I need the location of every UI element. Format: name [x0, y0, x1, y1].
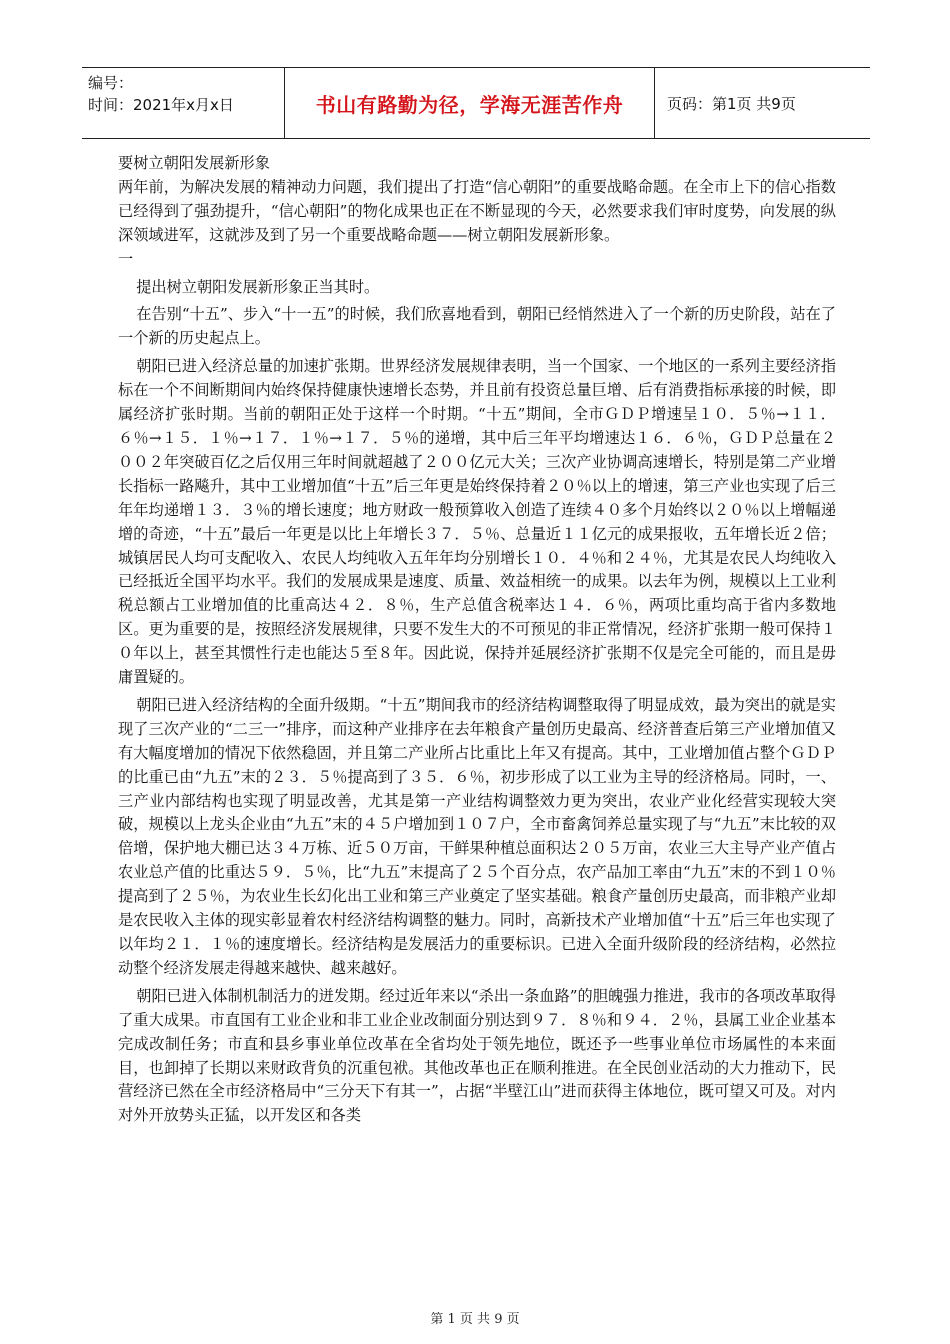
header-motto: 书山有路勤为径，学海无涯苦作舟 — [285, 68, 655, 138]
header-meta — [82, 68, 285, 138]
article-body — [118, 152, 836, 1128]
page-footer: 第 1 页 共 9 页 — [430, 1312, 520, 1327]
article-title: 要树立朝阳发展新形象 — [118, 154, 270, 172]
number-label: 编号： — [88, 74, 134, 92]
document-header — [82, 67, 870, 139]
header-page-label: 页码：第1页 共9页 — [667, 94, 796, 113]
section-mark: 一 — [118, 249, 134, 268]
section-heading: 提出树立朝阳发展新形象正当其时。 — [136, 277, 380, 296]
paragraph: 朝阳已进入体制机制活力的迸发期。经过近年来以“杀出一条血路”的胆魄强力推进，我市的各项改革取得了重大成果。市直国有工业企业和非工业企业改制面分别达到９７．８％和９４．２％，县属工业企业基本完成改制任务；市直和县乡事业单位改革在全省均处于领先地位，既还予一些事业单位市场属性的本来面目，也卸掉了长期以来财政背负的沉重包袱。其他改革也正在顺利推进。在全民创业活动的大力推动下，民营经济已然在全市经济格局中“三分天下有其一”，占据“半壁江山”进而获得主体地位，既可望又可及。对内对外开放势头正猛，以开发区和各类 — [118, 986, 836, 1125]
paragraph: 朝阳已进入经济结构的全面升级期。“十五”期间我市的经济结构调整取得了明显成效，最为突出的就是实现了三次产业的“二三一”排序，而这种产业排序在去年粮食产量创历史最高、经济普查后第三产业增加值又有大幅度增加的情况下依然稳固，并且第二产业所占比重比上年又有提高。其中，工业增加值占整个ＧＤＰ的比重已由“九五”末的２３．５％提高到了３５．６％，初步形成了以工业为主导的经济格局。同时，一、三产业内部结构也实现了明显改善，尤其是第一产业结构调整效力更为突出，农业产业化经营实现较大突破，规模以上龙头企业由“九五”末的４５户增加到１０７户，全市畜禽饲养总量实现了与“九五”末比较的双倍增，保护地大棚已达３４万栋、近５０万亩，干鲜果种植总面积达２０５万亩，农业三大主导产业产值占农业总产值的比重达５９．５％，比“九五”末提高了２５个百分点，农产品加工率由“九五”末的不到１０％提高到了２５％，为农业生长幻化出工业和第三产业奠定了坚实基础。粮食产量创历史最高，而非粮产业却是农民收入主体的现实彰显着农村经济结构调整的魅力。同时，高新技术产业增加值“十五”后三年也实现了以年均２１．１％的速度增长。经济结构是发展活力的重要标识。已进入全面升级阶段的经济结构，必然拉动整个经济发展走得越来越快、越来越好。 — [118, 695, 836, 977]
paragraph: 在告别“十五”、步入“十一五”的时候，我们欣喜地看到，朝阳已经悄然进入了一个新的历史阶段，站在了一个新的历史起点上。 — [118, 305, 836, 348]
paragraph: 朝阳已进入经济总量的加速扩张期。世界经济发展规律表明，当一个国家、一个地区的一系列主要经济指标在一个不间断期间内始终保持健康快速增长态势，并且前有投资总量巨增、后有消费指标承接的时候，即属经济扩张时期。当前的朝阳正处于这样一个时期。“十五”期间，全市ＧＤＰ增速呈１０．５％→１１．６％→１５．１％→１７．１％→１７．５％的递增，其中后三年平均增速达１６．６％，ＧＤＰ总量在２００２年突破百亿之后仅用三年时间就超越了２００亿元大关；三次产业协调高速增长，特别是第二产业增长指标一路飚升，其中工业增加值“十五”后三年更是始终保持着２０％以上的增速，第三产业也实现了后三年年均递增１３．３％的增长速度；地方财政一般预算收入创造了连续４０多个月始终以２０％以上增幅递增的奇迹，“十五”最后一年更是以比上年增长３７．５％、总量近１１亿元的成果报收，五年增长近２倍；城镇居民人均可支配收入、农民人均纯收入五年年均分别增长１０．４％和２４％，尤其是农民人均纯收入已经抵近全国平均水平。我们的发展成果是速度、质量、效益相统一的成果。以去年为例，规模以上工业利税总额占工业增加值的比重高达４２．８％，生产总值含税率达１４．６％，两项比重均高于省内多数地区。更为重要的是，按照经济发展规律，只要不发生大的不可预见的非正常情况，经济扩张期一般可保持１０年以上，甚至其惯性行走也能达５至８年。因此说，保持并延展经济扩张期不仅是完全可能的，而且是毋庸置疑的。 — [118, 357, 836, 687]
intro-paragraph: 两年前，为解决发展的精神动力问题，我们提出了打造“信心朝阳”的重要战略命题。在全市上下的信心指数已经得到了强劲提升，“信心朝阳”的物化成果也正在不断显现的今天，必然要求我们审时度势，向发展的纵深领域进军，这就涉及到了另一个重要战略命题——树立朝阳发展新形象。 — [118, 177, 836, 244]
date-label: 时间：2021年x月x日 — [88, 96, 234, 114]
